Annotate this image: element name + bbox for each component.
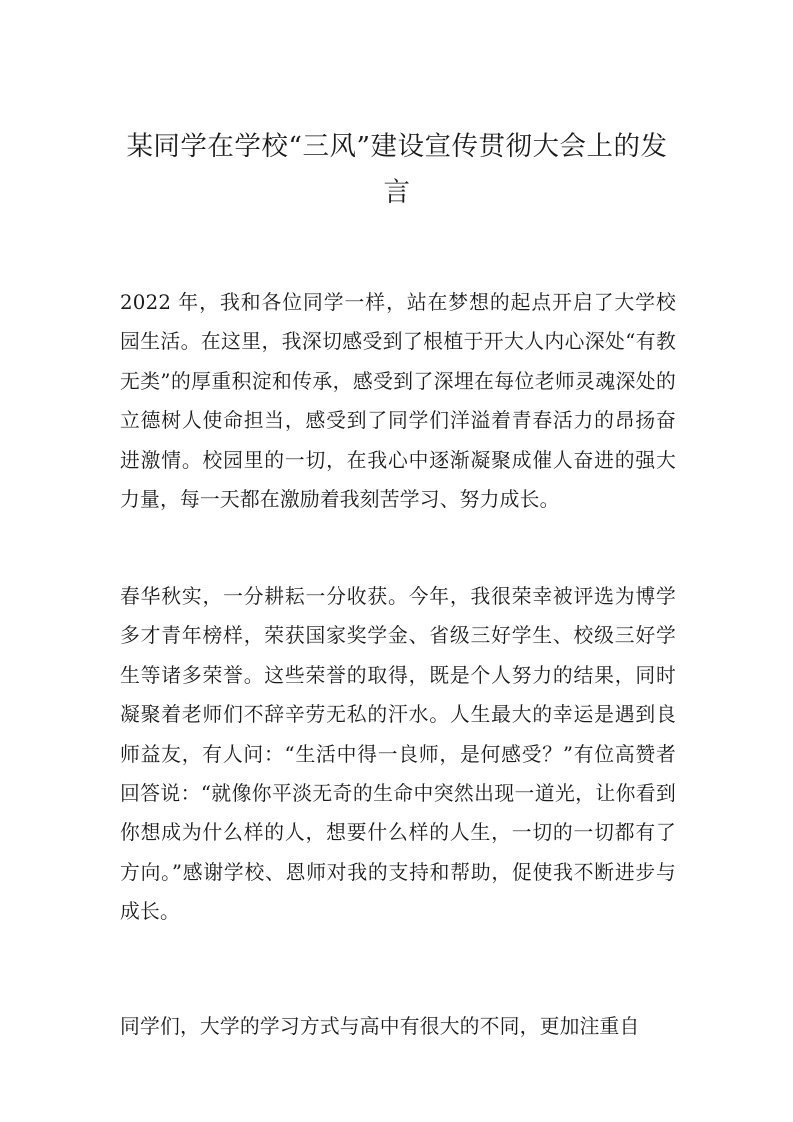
paragraph-3: 同学们，大学的学习方式与高中有很大的不同，更加注重自 bbox=[120, 1015, 640, 1038]
paragraph-2: 春华秋实，一分耕耘一分收获。今年，我很荣幸被评选为博学多才青年榜样，荣获国家奖学金、省级三好学生、校级三好学生等诸多荣誉。这些荣誉的取得，既是个人努力的结果，同时凝聚着老师们不辞辛劳无私的汗水。人生最大的幸运是遇到良师益友，有人问：“生活中得一良师，是何感受？”有位高赞者回答说：“就像你平淡无奇的生命中突然出现一道光，让你看到你想成为什么样的人，想要什么样的人生，一切的一切都有了方向。”感谢学校、恩师对我的支持和帮助，促使我不断进步与成长。 bbox=[120, 585, 676, 924]
paragraph-1: 2022 年，我和各位同学一样，站在梦想的起点开启了大学校园生活。在这里，我深切感受到了根植于开大人内心深处“有教无类”的厚重积淀和传承，感受到了深埋在每位老师灵魂深处的立德树人使命担当，感受到了同学们洋溢着青春活力的昂扬奋进激情。校园里的一切，在我心中逐渐凝聚成催人奋进的强大力量，每一天都在激励着我刻苦学习、努力成长。 bbox=[120, 291, 676, 512]
document-title: 某同学在学校“三风”建设宣传贯彻大会上的发言 bbox=[126, 131, 668, 208]
